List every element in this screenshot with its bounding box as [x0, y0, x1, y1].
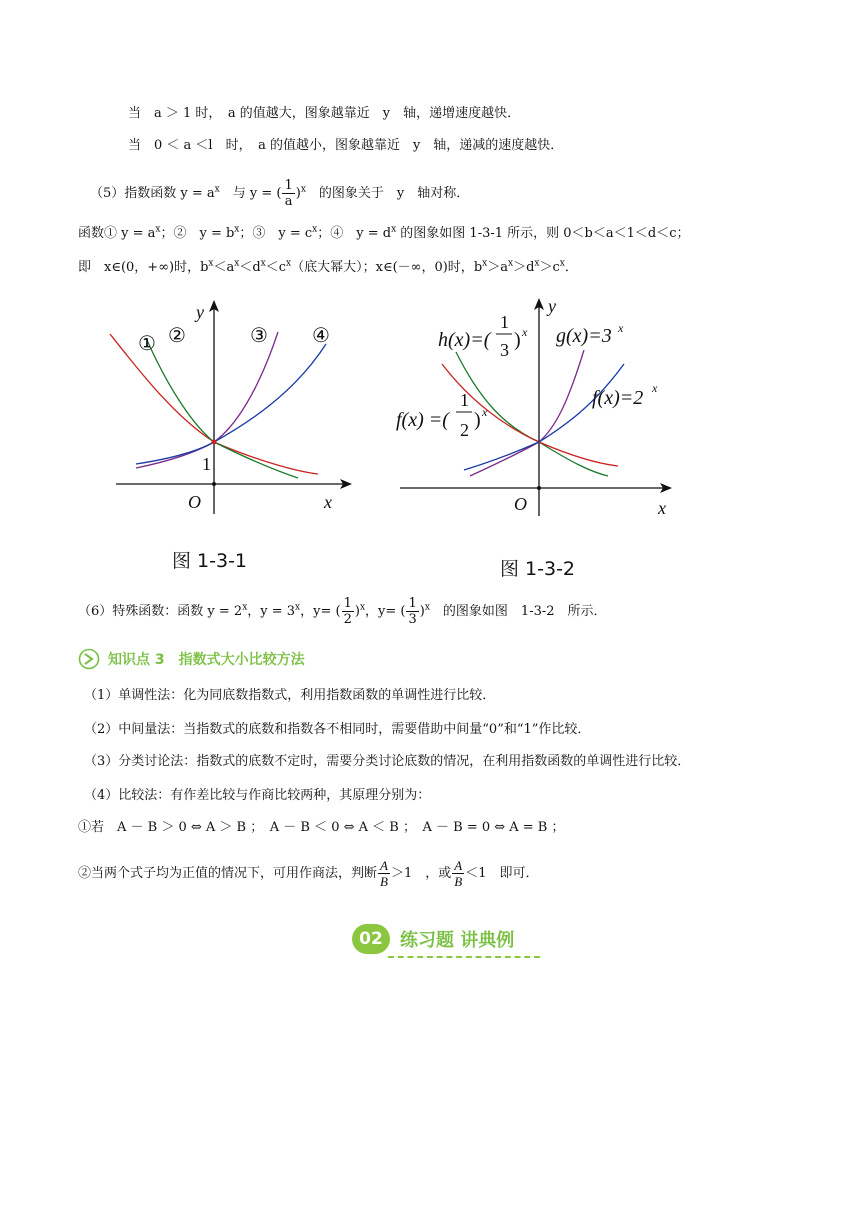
svg-text:1: 1 — [460, 390, 469, 410]
text-line-p5: （5）指数函数 $y = a^x$ 与 y = ( $\frac{1}{a}$ )$^x$ 的图象关于 y 轴对称． — [90, 178, 470, 209]
knowledge-point-3-heading — [78, 648, 305, 670]
figure-1-3-2 — [396, 292, 696, 522]
fig1-origin-dot — [212, 482, 216, 486]
svg-text:x: x — [482, 405, 488, 419]
section-underline — [388, 956, 540, 958]
fig1-label-c3: ③ — [250, 323, 268, 347]
svg-text:x: x — [652, 381, 658, 395]
svg-text:): ) — [514, 329, 521, 351]
fig1-label-c1: ① — [138, 331, 156, 355]
text-line-func: 函数① $y = a^x$；② $y = b^x$；③ $y = c^x$；④ $y = d^x$ 的图象如图 1-3-1 所示，则 0＜b＜a＜1＜d＜c； — [78, 224, 690, 241]
fig2-label-h — [438, 312, 528, 360]
text-line-p6: （6）特殊函数：函数 $y = 2^x$，$y = 3^x$，y= ( $\frac{1}{2}$ )$^x$，y= ( $\frac{1}{3}$ )$^x$ 的图象如图 1-3-2 所示． — [78, 596, 607, 627]
method-2: （2）中间量法：当指数式的底数和指数各不相同时，需要借助中间量“0”和“1”作比较． — [84, 722, 591, 737]
svg-text:g(x)=3: g(x)=3 — [556, 325, 612, 347]
fig2-caption: 图 1-3-2 — [500, 558, 576, 580]
fig1-label-one: 1 — [202, 454, 211, 474]
fig2-label-f1 — [396, 390, 488, 440]
fig2-label-x: x — [658, 498, 666, 518]
fig2-origin-dot — [537, 486, 541, 490]
section-number-badge: 02 — [352, 924, 390, 954]
svg-text:x: x — [618, 321, 624, 335]
svg-text:x: x — [522, 325, 528, 339]
fig1-label-x: x — [324, 492, 332, 512]
fig2-label-g — [556, 321, 624, 347]
fig1-label-c2: ② — [168, 323, 186, 347]
curve-3 — [136, 332, 278, 468]
method-5: ①若 A － B ＞ 0 ⇔ A ＞ B ； A － B ＜ 0 ⇔ A ＜ B ； A － B = 0 ⇔ A = B ； — [78, 820, 565, 835]
curve-4 — [136, 344, 326, 464]
method-1: （1）单调性法：化为同底数指数式，利用指数函数的单调性进行比较． — [84, 688, 496, 703]
section-title: 练习题 讲典例 — [400, 930, 515, 951]
svg-text:1: 1 — [500, 312, 509, 332]
text-line-1: 当 a ＞ 1 时， a 的值越大，图象越靠近 y 轴，递增速度越快． — [128, 106, 521, 121]
method-3: （3）分类讨论法：指数式的底数不定时，需要分类讨论底数的情况，在利用指数函数的单调性进行比较． — [84, 754, 691, 769]
fig1-label-y: y — [196, 302, 204, 322]
fig1-caption: 图 1-3-1 — [172, 550, 248, 572]
arrow-circle-icon — [78, 648, 100, 670]
fig1-label-o: O — [188, 492, 201, 512]
method-4: （4）比较法：有作差比较与作商比较两种，其原理分别为： — [84, 788, 431, 803]
text-line-ineq: 即 x∈(0，+∞)时，$b^x<a^x<d^x<c^x$（底大幂大）；x∈(－∞，0)时，$b^x>a^x>d^x>c^x$． — [78, 258, 578, 275]
curve-2 — [146, 338, 298, 478]
svg-text:): ) — [474, 409, 481, 431]
svg-text:3: 3 — [500, 340, 509, 360]
svg-text:f(x)=2: f(x)=2 — [592, 387, 644, 409]
fig2-label-y: y — [548, 296, 556, 316]
svg-text:f(x) =(: f(x) =( — [396, 409, 449, 431]
svg-text:h(x)=(: h(x)=( — [438, 329, 491, 351]
fig2-label-o: O — [514, 494, 527, 514]
curve-f2 — [464, 364, 624, 470]
text-line-2: 当 0 ＜ a ＜l 时， a 的值越小，图象越靠近 y 轴，递减的速度越快． — [128, 138, 564, 153]
svg-text:2: 2 — [460, 420, 469, 440]
method-6: ②当两个式子均为正值的情况下，可用作商法，判断 $\frac{A}{B}$ ＞1 ，或 $\frac{A}{B}$ ＜1 即可． — [78, 858, 539, 889]
fig1-label-c4: ④ — [312, 323, 330, 347]
fig2-label-f2 — [592, 381, 658, 409]
knowledge-point-3-title: 知识点 3 指数式大小比较方法 — [108, 652, 305, 668]
curve-f1 — [442, 364, 618, 466]
fig1-intercept-point — [212, 440, 217, 445]
